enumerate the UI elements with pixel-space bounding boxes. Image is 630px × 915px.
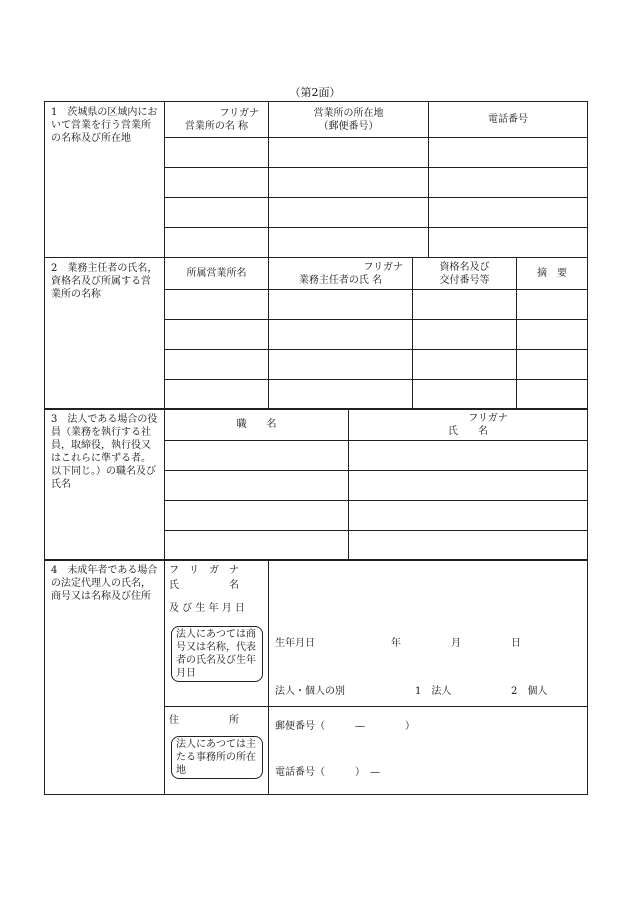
office-name-cell[interactable] <box>165 138 269 168</box>
qualification-cell[interactable] <box>413 290 517 320</box>
postal-code-row: 郵便番号（ — ） <box>275 720 415 732</box>
remarks-cell[interactable] <box>517 290 588 320</box>
entity-type-row: 法人・個人の別 1 法人 2 個人 <box>275 685 548 697</box>
qualification-cell[interactable] <box>413 380 517 410</box>
office-name-cell[interactable] <box>165 198 269 228</box>
representative-name-cell[interactable] <box>269 560 588 707</box>
office-header: 所属営業所名 <box>165 258 269 290</box>
officer-name-header: フリガナ 氏 名 <box>349 409 588 441</box>
office-name-header <box>165 102 269 138</box>
phone-cell[interactable] <box>429 168 588 198</box>
office-cell[interactable] <box>165 380 269 410</box>
office-address-cell[interactable] <box>269 168 429 198</box>
office-address-cell[interactable] <box>269 198 429 228</box>
phone-cell[interactable] <box>429 198 588 228</box>
office-name-cell[interactable] <box>165 228 269 258</box>
position-cell[interactable] <box>165 471 349 501</box>
remarks-cell[interactable] <box>517 350 588 380</box>
furigana-label: フリガナ <box>363 261 403 273</box>
phone-header: 電話番号 <box>429 102 588 138</box>
option-corporation[interactable]: 1 法人 <box>415 685 452 697</box>
address-cell[interactable] <box>269 707 588 795</box>
furigana-label: フリガナ <box>219 107 259 119</box>
qualification-header: 資格名及び 交付番号等 <box>413 258 517 290</box>
section-1-label: 1 茨城県の区域内において営業を行う営業所の名称及び所在地 <box>45 102 165 258</box>
officer-name-cell[interactable] <box>349 441 588 471</box>
manager-name-cell[interactable] <box>269 380 413 410</box>
manager-name-header <box>269 258 413 290</box>
furigana-label: フリガナ <box>468 412 508 424</box>
remarks-cell[interactable] <box>517 380 588 410</box>
office-address-cell[interactable] <box>269 138 429 168</box>
office-address-cell[interactable] <box>269 228 429 258</box>
position-cell[interactable] <box>165 441 349 471</box>
section-1-table <box>44 101 588 258</box>
officer-name-cell[interactable] <box>349 501 588 531</box>
section-3-label: 3 法人である場合の役員（業務を執行する社員，取締役，執行役又はこれらに準ずる者。以下同じ。）の職名及び氏名 <box>45 409 165 561</box>
manager-name-label: 業務主任者の氏 名 <box>298 274 383 286</box>
qualification-cell[interactable] <box>413 320 517 350</box>
office-cell[interactable] <box>165 350 269 380</box>
position-cell[interactable] <box>165 531 349 561</box>
address-label-cell: 住 所 法人にあつては主たる事務所の所在地 <box>165 707 269 795</box>
birth-date-row: 生年月日 年 月 日 <box>275 637 521 649</box>
office-address-header: 営業所の所在地 （郵便番号） <box>269 102 429 138</box>
office-name-label: 営業所の名 称 <box>184 120 249 132</box>
section-4-table <box>44 559 588 795</box>
officer-name-cell[interactable] <box>349 471 588 501</box>
office-name-cell[interactable] <box>165 168 269 198</box>
remarks-cell[interactable] <box>517 320 588 350</box>
phone-row: 電話番号（ ） — <box>275 766 380 778</box>
manager-name-cell[interactable] <box>269 290 413 320</box>
corporation-note: 法人にあつては商号又は名称，代表者の氏名及び生年月日 <box>171 626 263 682</box>
qualification-cell[interactable] <box>413 350 517 380</box>
office-cell[interactable] <box>165 290 269 320</box>
officer-name-cell[interactable] <box>349 531 588 561</box>
office-cell[interactable] <box>165 320 269 350</box>
phone-cell[interactable] <box>429 138 588 168</box>
option-individual[interactable]: 2 個人 <box>511 685 548 697</box>
phone-cell[interactable] <box>429 228 588 258</box>
position-header: 職 名 <box>165 409 349 441</box>
remarks-header: 摘 要 <box>517 258 588 290</box>
manager-name-cell[interactable] <box>269 350 413 380</box>
position-cell[interactable] <box>165 501 349 531</box>
section-2-label: 2 業務主任者の氏名，資格名及び所属する営業所の名称 <box>45 258 165 410</box>
section-3-table <box>44 408 588 561</box>
section-2-table <box>44 257 588 410</box>
office-location-note: 法人にあつては主たる事務所の所在地 <box>171 736 263 779</box>
manager-name-cell[interactable] <box>269 320 413 350</box>
representative-name-label-cell: フ リ ガ ナ 氏 名 及 び 生 年 月 日 法人にあつては商号又は名称，代表者の氏名及び生年月日 <box>165 560 269 707</box>
page-number: （第2面） <box>289 86 341 99</box>
section-4-label: 4 未成年者である場合の法定代理人の氏名，商号又は名称及び住所 <box>45 560 165 795</box>
